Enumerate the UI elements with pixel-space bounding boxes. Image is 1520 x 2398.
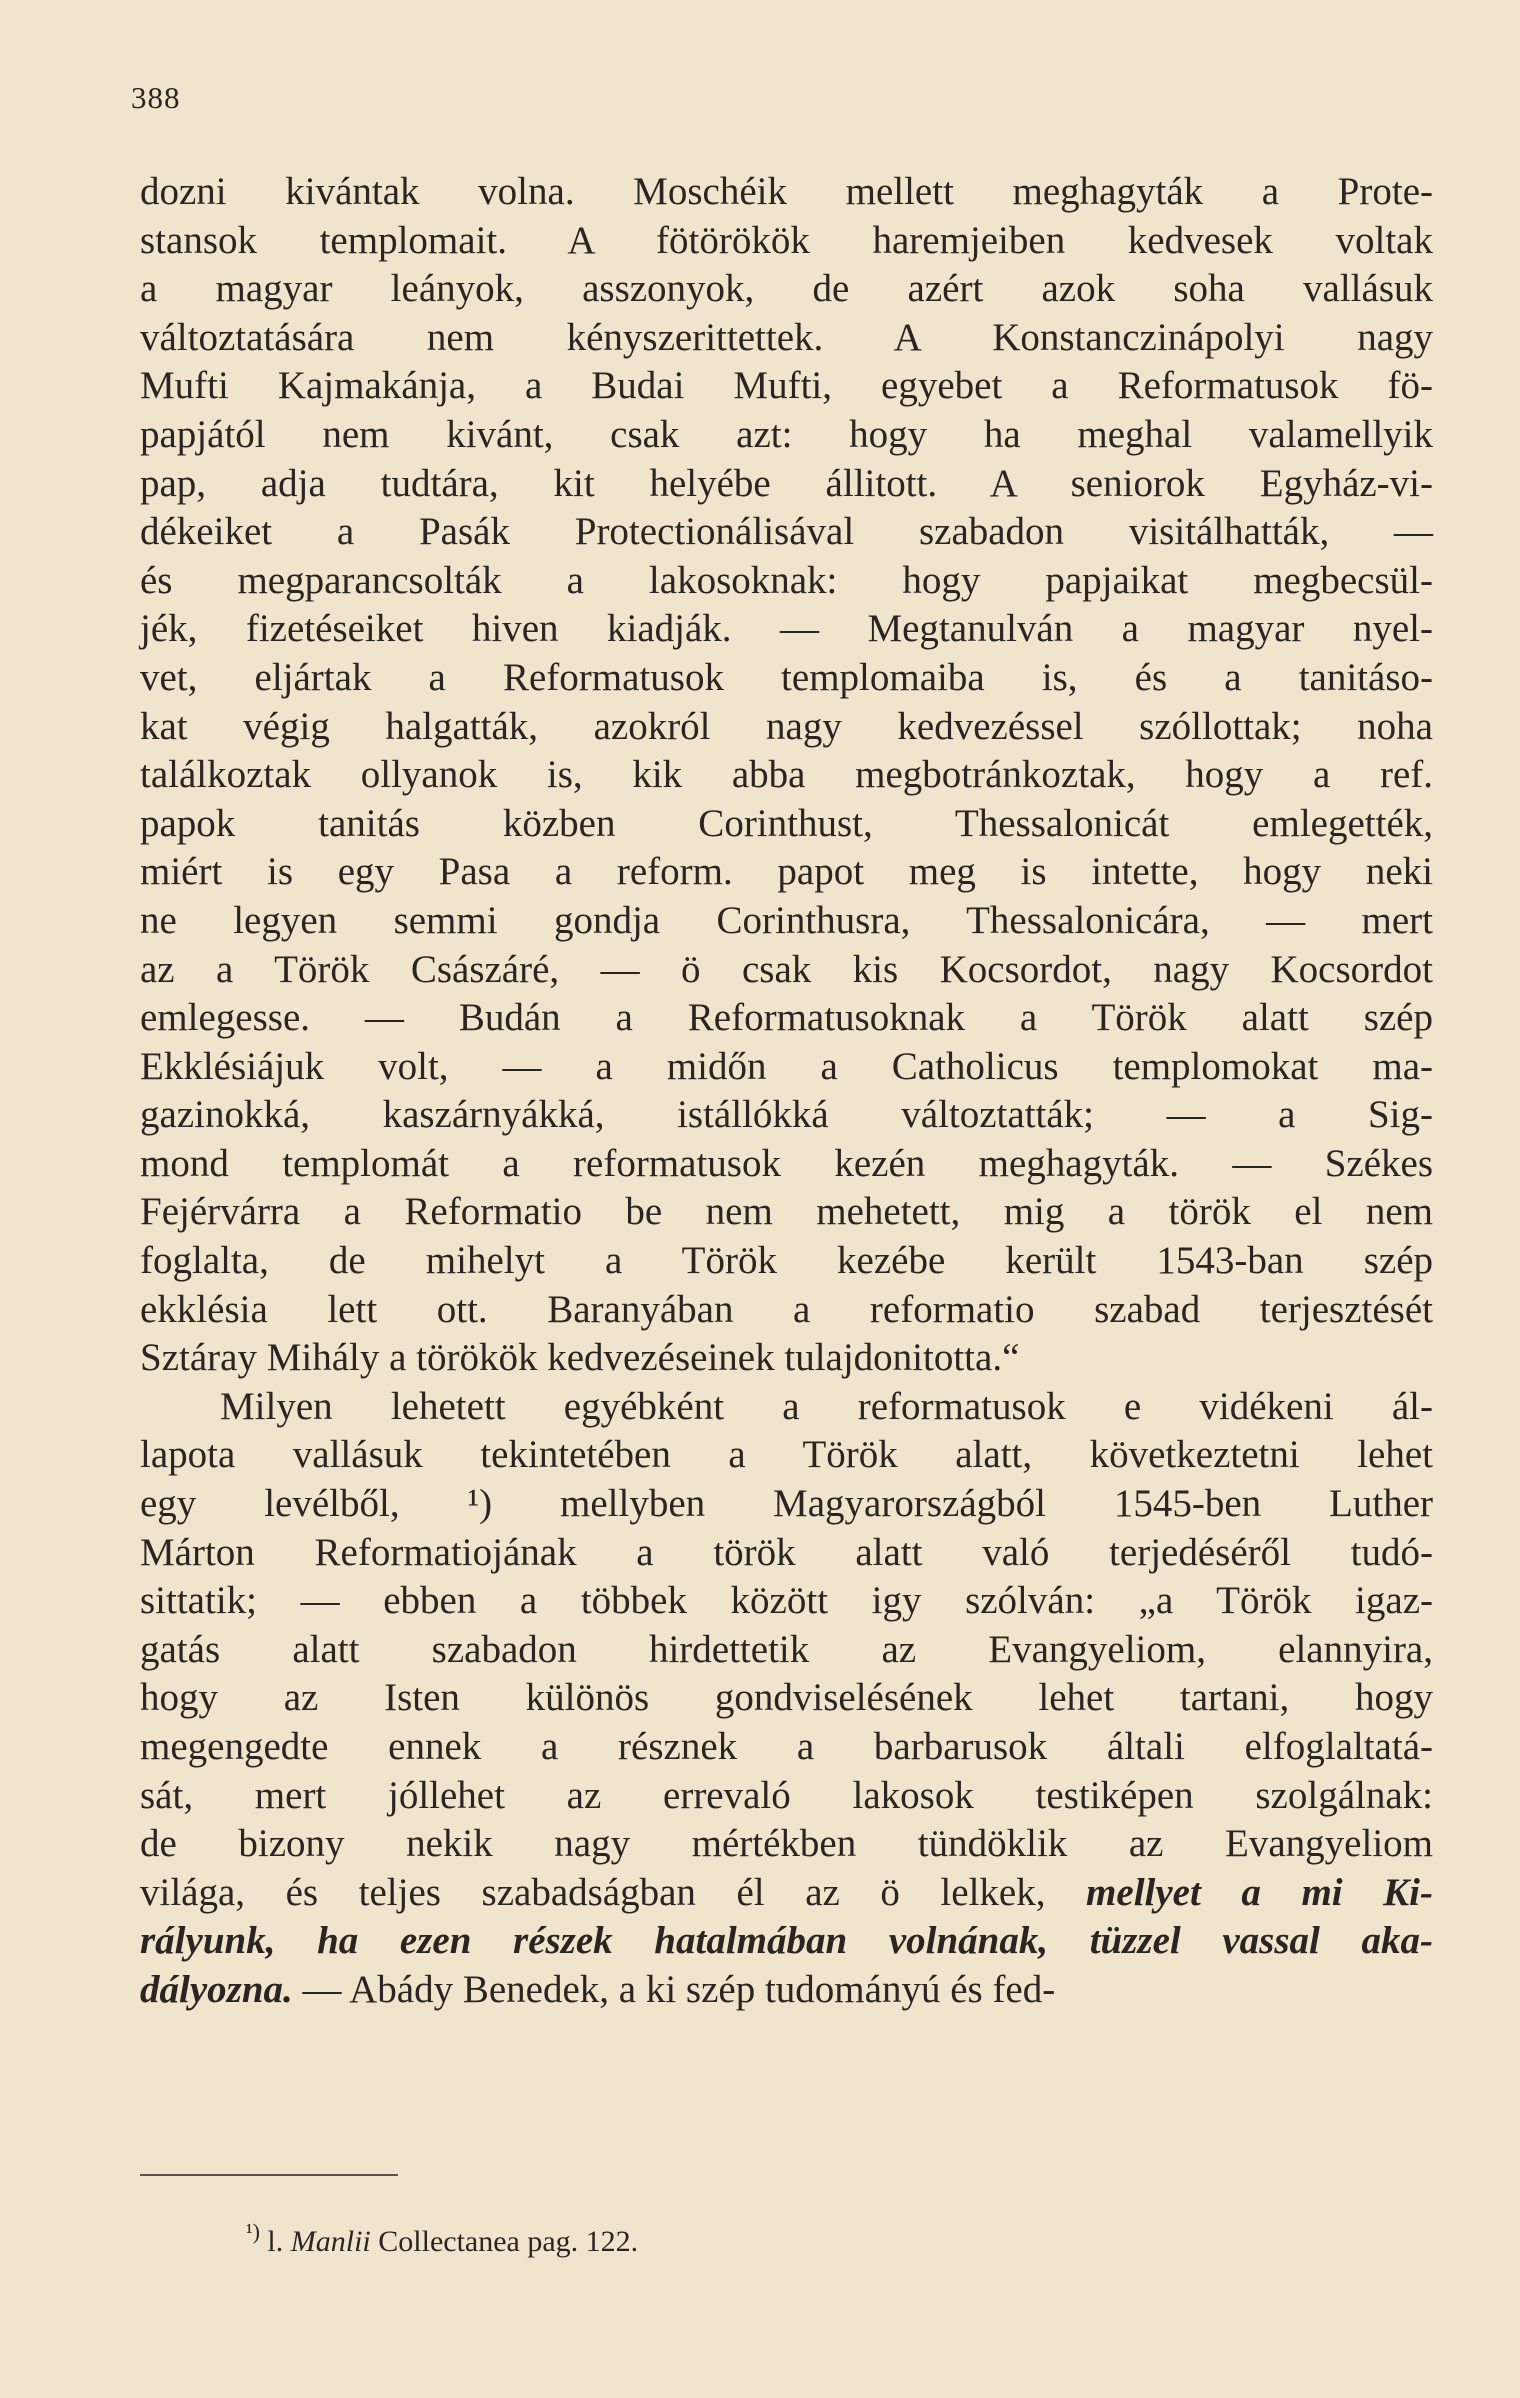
text-line: [140, 1529, 1433, 1578]
line-text: Fejérvárra a Reformatio be nem mehetett, mig a török el nem: [140, 1190, 1433, 1234]
footnote-divider: [140, 2174, 398, 2176]
line-text: jék, fizetéseiket hiven kiadják. — Megtanulván a magyar nyel-: [140, 607, 1433, 651]
line-text: lapota vallásuk tekintetében a Török alatt, következtetni lehet: [140, 1433, 1433, 1477]
line-text: Mufti Kajmakánja, a Budai Mufti, egyebet a Reformatusok fö-: [140, 364, 1433, 408]
text-line: [140, 217, 1433, 266]
line-text: — Abády Benedek, a ki szép tudományú és fed-: [292, 1967, 1056, 2011]
line-text: Milyen lehetett egyébként a reformatusok e vidékeni ál-: [220, 1384, 1433, 1428]
text-line: [140, 994, 1433, 1043]
text-line: [140, 1917, 1433, 1966]
line-text: foglalta, de mihelyt a Török kezébe került 1543-ban szép: [140, 1239, 1433, 1283]
text-line: [140, 1188, 1433, 1237]
text-line: [140, 168, 1433, 217]
line-text: de bizony nekik nagy mértékben tündöklik az Evangyeliom: [140, 1822, 1433, 1866]
text-line: [140, 1286, 1433, 1335]
line-text: sittatik; — ebben a többek között igy szólván: „a Török igaz-: [140, 1579, 1433, 1623]
line-text: gatás alatt szabadon hirdettetik az Evangyeliom, elannyira,: [140, 1627, 1433, 1671]
line-text: találkoztak ollyanok is, kik abba megbotránkoztak, hogy a ref.: [140, 753, 1433, 797]
text-line: [140, 460, 1433, 509]
text-line: [140, 1140, 1433, 1189]
text-line: [140, 1869, 1433, 1918]
line-text: ne legyen semmi gondja Corinthusra, Thessalonicára, — mert: [140, 898, 1433, 942]
text-line: [140, 703, 1433, 752]
text-line: [140, 1480, 1433, 1529]
line-text: és megparancsolták a lakosoknak: hogy papjaikat megbecsül-: [140, 558, 1433, 602]
text-line: [140, 1431, 1433, 1480]
text-line: [140, 1334, 1433, 1383]
text-line: [140, 1091, 1433, 1140]
line-text: egy levélből, ¹) mellyben Magyarországból 1545-ben Luther: [140, 1482, 1433, 1526]
footnote-marker: ¹): [246, 2219, 260, 2244]
line-text: papjától nem kivánt, csak azt: hogy ha meghal valamellyik: [140, 412, 1433, 456]
body-text: [140, 168, 1433, 2015]
text-line: [140, 508, 1433, 557]
text-line: [140, 1626, 1433, 1675]
text-line: [140, 557, 1433, 606]
line-text: megengedte ennek a résznek a barbarusok általi elfoglaltatá-: [140, 1725, 1433, 1768]
text-line: [140, 800, 1433, 849]
line-text: pap, adja tudtára, kit helyébe állitott. A seniorok Egyház-vi-: [140, 461, 1433, 505]
text-line: [140, 1237, 1433, 1286]
text-line: [140, 1820, 1433, 1869]
text-line: [140, 1674, 1433, 1723]
line-text: Márton Reformatiojának a török alatt való terjedéséről tudó-: [140, 1530, 1433, 1574]
text-line: [140, 1383, 1433, 1432]
line-text: stansok templomait. A fötörökök haremjeiben kedvesek voltak: [140, 218, 1433, 262]
line-text: emlegesse. — Budán a Reformatusoknak a Török alatt szép: [140, 996, 1433, 1040]
text-line: [140, 751, 1433, 800]
footnote-text: Collectanea pag. 122.: [378, 2225, 639, 2258]
line-text: mond templomát a reformatusok kezén meghagyták. — Székes: [140, 1141, 1433, 1185]
line-text: hogy az Isten különös gondviselésének lehet tartani, hogy: [140, 1676, 1433, 1720]
line-text: változtatására nem kényszerittettek. A Konstanczinápolyi nagy: [140, 315, 1433, 359]
text-line: [140, 314, 1433, 363]
text-line: [140, 605, 1433, 654]
line-text: gazinokká, kaszárnyákká, istállókká változtatták; — a Sig-: [140, 1093, 1433, 1137]
text-line: [140, 1577, 1433, 1626]
line-text: Ekklésiájuk volt, — a midőn a Catholicus templomokat ma-: [140, 1044, 1433, 1088]
text-line: [140, 411, 1433, 460]
line-text: a magyar leányok, asszonyok, de azért azok soha vallásuk: [140, 267, 1433, 311]
line-text: papok tanitás közben Corinthust, Thessalonicát emlegették,: [140, 801, 1433, 845]
text-line: [140, 897, 1433, 946]
line-text: miért is egy Pasa a reform. papot meg is intette, hogy neki: [140, 850, 1433, 894]
line-text: kat végig halgatták, azokról nagy kedvezéssel szóllottak; noha: [140, 704, 1433, 748]
text-line: [140, 265, 1433, 314]
line-text: Sztáray Mihály a törökök kedvezéseinek tulajdonitotta.“: [140, 1336, 1020, 1380]
text-line: [140, 654, 1433, 703]
line-text: vet, eljártak a Reformatusok templomaiba is, és a tanitáso-: [140, 655, 1433, 699]
emphasis-text: mellyet a mi Ki-: [1086, 1870, 1434, 1914]
text-line: [140, 1966, 1433, 2015]
footnote-author: Manlii: [290, 2225, 371, 2258]
text-line: [140, 848, 1433, 897]
emphasis-text: rályunk, ha ezen részek hatalmában volnának, tüzzel vassal aka-: [140, 1919, 1433, 1963]
footnote-prefix: l.: [267, 2225, 284, 2258]
page-number: 388: [131, 80, 181, 115]
text-line: [140, 362, 1433, 411]
text-line: [140, 1772, 1433, 1821]
footnote: [246, 2212, 638, 2262]
line-text: ekklésia lett ott. Baranyában a reformatio szabad terjesztését: [140, 1287, 1433, 1331]
line-text: dozni kivántak volna. Moschéik mellett meghagyták a Prote-: [140, 170, 1433, 213]
line-text: az a Török Császáré, — ö csak kis Kocsordot, nagy Kocsordot: [140, 947, 1433, 991]
line-text: világa, és teljes szabadságban él az ö lelkek,: [140, 1870, 1087, 1914]
emphasis-text: dályozna.: [140, 1967, 293, 2011]
text-line: [140, 1723, 1433, 1772]
text-line: [140, 946, 1433, 995]
line-text: dékeiket a Pasák Protectionálisával szabadon visitálhatták, —: [140, 510, 1433, 554]
text-line: [140, 1043, 1433, 1092]
line-text: sát, mert jóllehet az errevaló lakosok testiképen szolgálnak:: [140, 1773, 1433, 1817]
